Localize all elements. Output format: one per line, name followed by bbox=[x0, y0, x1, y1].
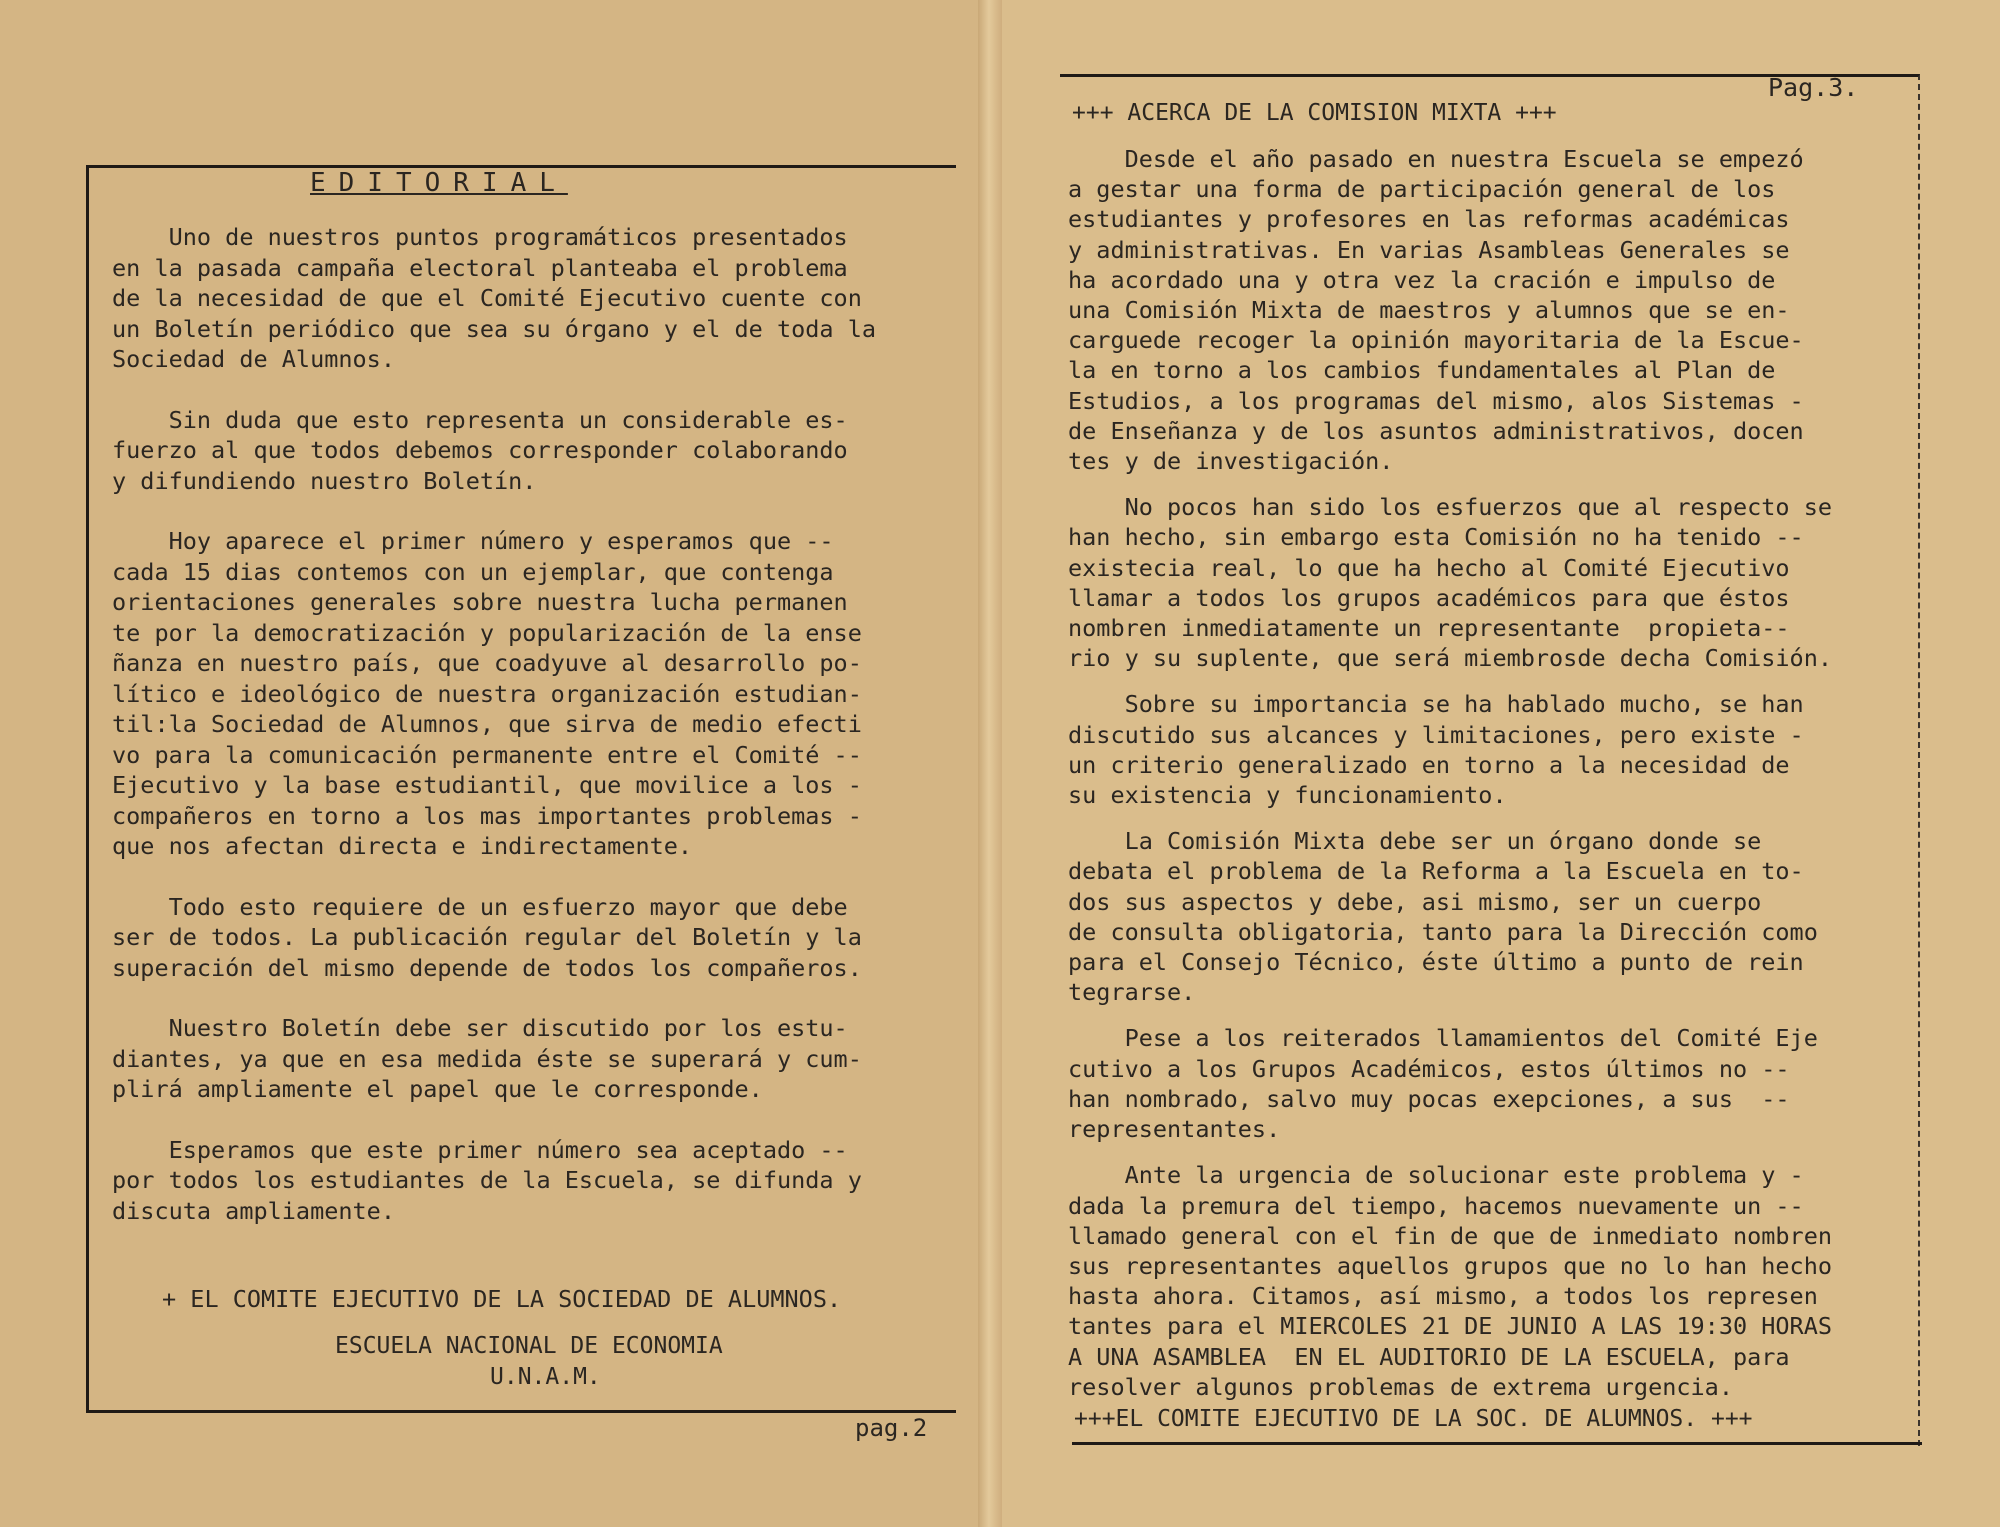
article-signature: +++EL COMITE EJECUTIVO DE LA SOC. DE ALUMNOS. +++ bbox=[1074, 1406, 1753, 1432]
binding-gutter bbox=[978, 0, 1002, 1527]
editorial-paragraph: Sin duda que esto representa un considerable es- fuerzo al que todos debemos corresponder colaborando y difundiendo nuestro Boletín. bbox=[112, 405, 848, 495]
article-paragraph: Ante la urgencia de solucionar este problema y - dada la premura del tiempo, hacemos nuevamente un -- llamado general con el fin de que de inmediato nombren sus representantes aquellos grupos que no lo han hecho hasta ahora. Citamos, así mismo, a todos los represen tantes para el MIERCOLES 21 DE JUNIO A LAS 19:30 HORAS A UNA ASAMBLEA EN EL AUDITORIO DE LA ESCUELA, para resolver algunos problemas de extrema urgencia. bbox=[1068, 1161, 1833, 1401]
editorial-title: EDITORIAL bbox=[310, 168, 568, 198]
article-paragraph: No pocos han sido los esfuerzos que al respecto se han hecho, sin embargo esta Comisión no ha tenido -- existecia real, lo que ha hecho al Comité Ejecutivo llamar a todos los grupos académicos para que éstos nombren inmediatamente un representante propieta-- rio y su suplente, que será miembrosde decha Comisión. bbox=[1068, 493, 1833, 673]
page-number-left: pag.2 bbox=[855, 1414, 928, 1442]
article-title: +++ ACERCA DE LA COMISION MIXTA +++ bbox=[1072, 100, 1557, 126]
article-paragraph: Pese a los reiterados llamamientos del Comité Eje cutivo a los Grupos Académicos, estos últimos no -- han nombrado, salvo muy pocas exepciones, a sus -- representantes. bbox=[1068, 1024, 1818, 1144]
article-body bbox=[1068, 144, 1928, 1418]
editorial-paragraph: Nuestro Boletín debe ser discutido por los estu- diantes, ya que en esa medida éste se superará y cum- plirá ampliamente el papel que le corresponde. bbox=[112, 1014, 862, 1103]
bottom-rule bbox=[1072, 1442, 1922, 1445]
editorial-body bbox=[112, 222, 967, 1256]
editorial-paragraph: Esperamos que este primer número sea aceptado -- por todos los estudiantes de la Escuela, se difunda y discuta ampliamente. bbox=[112, 1135, 862, 1225]
page-number-right: Pag.3. bbox=[1768, 73, 1859, 102]
editorial-paragraph: Uno de nuestros puntos programáticos presentados en la pasada campaña electoral planteaba el problema de la necesidad de que el Comité Ejecutivo cuente con un Boletín periódico que sea su órgano y el de toda la Sociedad de Alumnos. bbox=[112, 223, 877, 373]
article-paragraph: Desde el año pasado en nuestra Escuela se empezó a gestar una forma de participación general de los estudiantes y profesores en las reformas académicas y administrativas. En varias Asambleas Generales se ha acordado una y otra vez la cración e impulso de una Comisión Mixta de maestros y alumnos que se en- carguede recoger la opinión mayoritaria de la Escue- la en torno a los cambios fundamentales al Plan de Estudios, a los programas del mismo, alos Sistemas - de Enseñanza y de los asuntos administrativos, docen tes y de investigación. bbox=[1068, 145, 1804, 476]
editorial-signature: + EL COMITE EJECUTIVO DE LA SOCIEDAD DE ALUMNOS. bbox=[162, 1285, 842, 1313]
university-name: U.N.A.M. bbox=[490, 1364, 601, 1390]
article-paragraph: Sobre su importancia se ha hablado mucho, se han discutido sus alcances y limitaciones, pero existe - un criterio generalizado en torno a la necesidad de su existencia y funcionamiento. bbox=[1068, 690, 1804, 810]
article-paragraph: La Comisión Mixta debe ser un órgano donde se debata el problema de la Reforma a la Escuela en to- dos sus aspectos y debe, asi mismo, ser un cuerpo de consulta obligatoria, tanto para la Dirección como para el Consejo Técnico, éste último a punto de rein tegrarse. bbox=[1068, 827, 1818, 1007]
school-name: ESCUELA NACIONAL DE ECONOMIA bbox=[335, 1333, 723, 1359]
editorial-paragraph: Todo esto requiere de un esfuerzo mayor que debe ser de todos. La publicación regular del Boletín y la superación del mismo depende de todos los compañeros. bbox=[112, 892, 862, 982]
editorial-paragraph: Hoy aparece el primer número y esperamos que -- cada 15 dias contemos con un ejemplar, que contenga orientaciones generales sobre nuestra lucha permanen te por la democratización y popularización de la ense ñanza en nuestro país, que coadyuve al desarrollo po- lítico e ideológico de nuestra organización estudian- til:la Sociedad de Alumnos, que sirva de medio efecti vo para la comunicación permanente entre el Comité -- Ejecutivo y la base estudiantil, que movilice a los - compañeros en torno a los mas importantes problemas - que nos afectan directa e indirectamente. bbox=[112, 527, 862, 860]
